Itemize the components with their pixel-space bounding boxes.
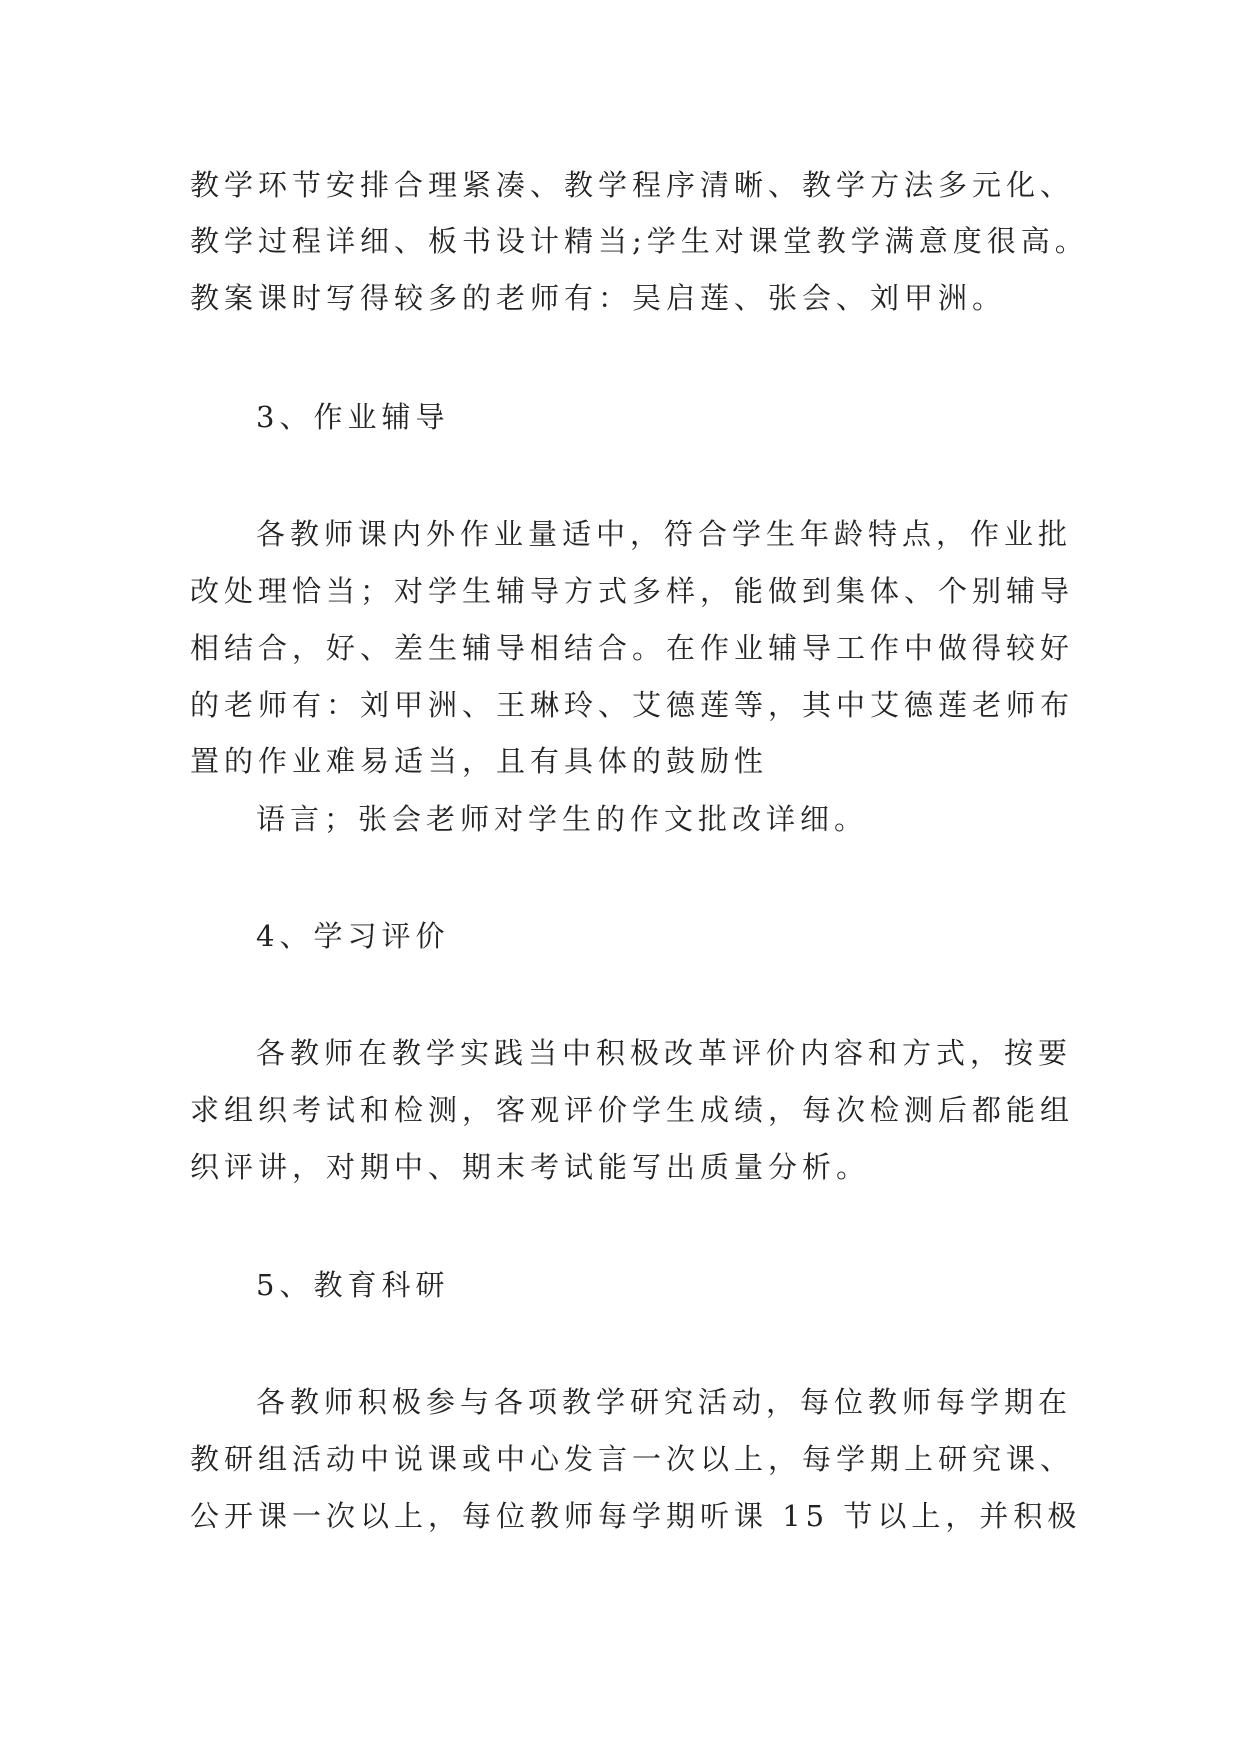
section-heading-3: 3、作业辅导 xyxy=(256,400,450,434)
paragraph-line: 求组织考试和检测，客观评价学生成绩，每次检测后都能组 xyxy=(190,1093,1075,1127)
paragraph-line: 公开课一次以上，每位教师每学期听课 15 节以上，并积极 xyxy=(190,1499,1082,1533)
paragraph-line: 各教师课内外作业量适中，符合学生年龄特点，作业批 xyxy=(256,517,1073,551)
paragraph-line: 相结合，好、差生辅导相结合。在作业辅导工作中做得较好 xyxy=(190,631,1075,665)
paragraph-line: 置的作业难易适当，且有具体的鼓励性 xyxy=(190,744,769,778)
section-heading-4: 4、学习评价 xyxy=(256,919,450,953)
paragraph-line: 织评讲，对期中、期末考试能写出质量分析。 xyxy=(190,1150,871,1184)
paragraph-line: 教研组活动中说课或中心发言一次以上，每学期上研究课、 xyxy=(190,1442,1075,1476)
paragraph-line: 各教师积极参与各项教学研究活动，每位教师每学期在 xyxy=(256,1385,1073,1419)
section-heading-5: 5、教育科研 xyxy=(256,1268,450,1302)
paragraph-line: 教案课时写得较多的老师有：吴启莲、张会、刘甲洲。 xyxy=(190,281,1007,315)
paragraph-line: 教学环节安排合理紧凑、教学程序清晰、教学方法多元化、 xyxy=(190,168,1075,202)
paragraph-line: 的老师有：刘甲洲、王琳玲、艾德莲等，其中艾德莲老师布 xyxy=(190,688,1075,722)
paragraph-line: 语言；张会老师对学生的作文批改详细。 xyxy=(256,802,869,836)
paragraph-line: 各教师在教学实践当中积极改革评价内容和方式，按要 xyxy=(256,1036,1073,1070)
paragraph-line: 改处理恰当；对学生辅导方式多样，能做到集体、个别辅导 xyxy=(190,574,1075,608)
paragraph-line: 教学过程详细、板书设计精当;学生对课堂教学满意度很高。 xyxy=(190,224,1089,258)
